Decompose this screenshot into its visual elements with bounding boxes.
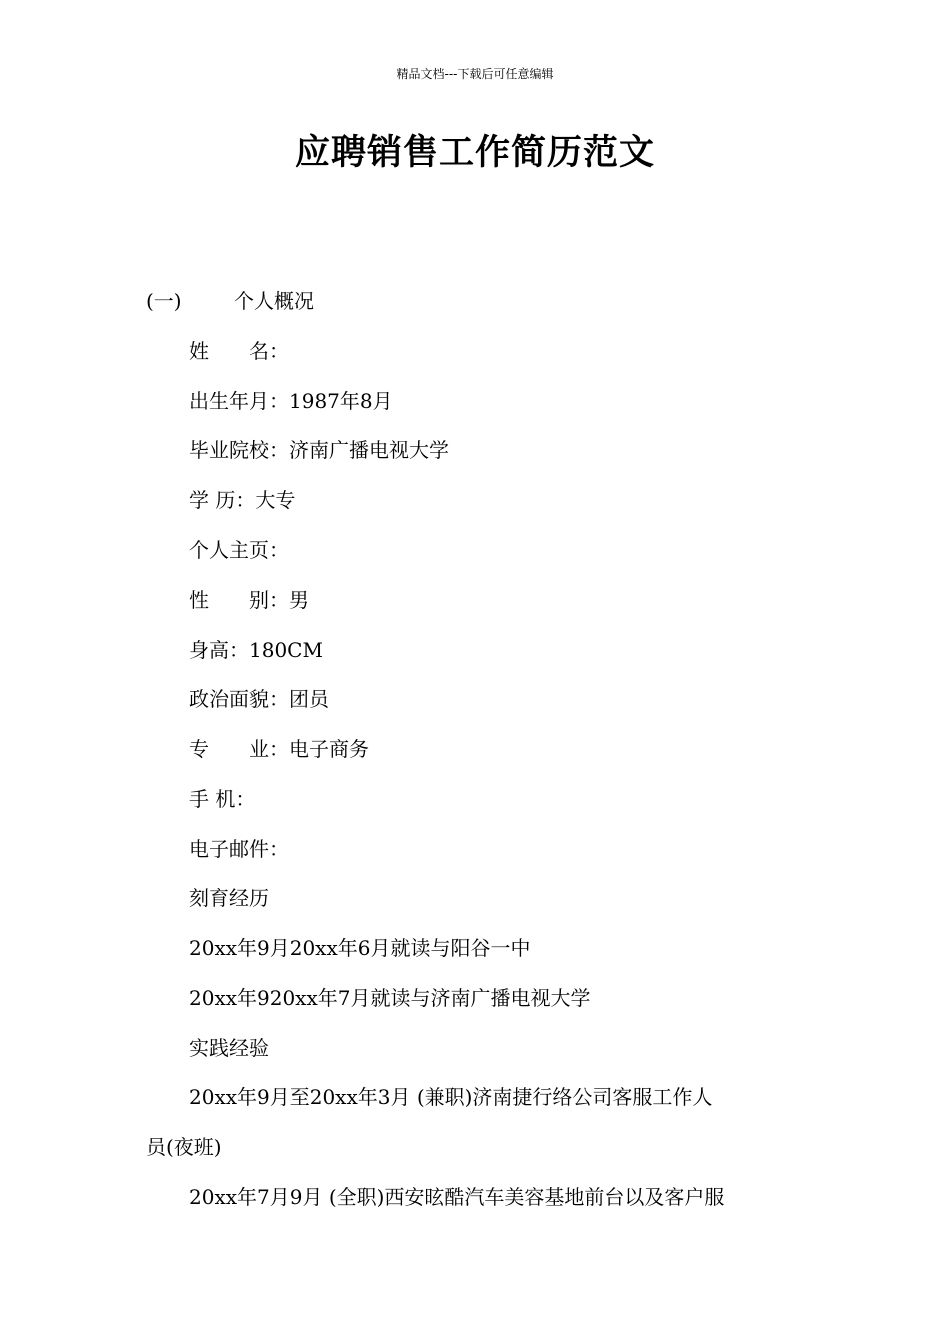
section-number: (一) [146, 289, 182, 313]
education-level-line: 学 历：大专 [189, 488, 296, 512]
gender-line: 性 别：男 [189, 588, 309, 612]
major-line: 专 业：电子商务 [189, 737, 369, 761]
mobile-line: 手 机： [189, 787, 256, 811]
page-header-note: 精品文档---下载后可任意编辑 [396, 67, 554, 81]
name-line: 姓 名： [189, 339, 289, 363]
experience-entry-continued: 员(夜班) [146, 1135, 222, 1159]
experience-entry: 20xx年7月9月 (全职)西安昡酷汽车美容基地前台以及客户服 [189, 1185, 725, 1209]
section-title: 个人概况 [234, 289, 314, 313]
height-line: 身高：180CM [189, 638, 323, 662]
education-entry: 20xx年920xx年7月就读与济南广播电视大学 [189, 986, 591, 1010]
email-line: 电子邮件： [189, 837, 289, 861]
education-entry: 20xx年9月20xx年6月就读与阳谷一中 [189, 936, 531, 960]
homepage-line: 个人主页： [189, 538, 289, 562]
education-history-heading: 刻育经历 [189, 886, 269, 910]
experience-entry: 20xx年9月至20xx年3月 (兼职)济南捷行络公司客服工作人 [189, 1085, 713, 1109]
practice-experience-heading: 实践经验 [189, 1036, 269, 1060]
document-title: 应聘销售工作简历范文 [294, 133, 655, 173]
section-heading [146, 288, 314, 314]
birth-date-line: 出生年月：1987年8月 [189, 389, 393, 413]
school-line: 毕业院校：济南广播电视大学 [189, 438, 449, 462]
political-status-line: 政治面貌：团员 [189, 687, 329, 711]
